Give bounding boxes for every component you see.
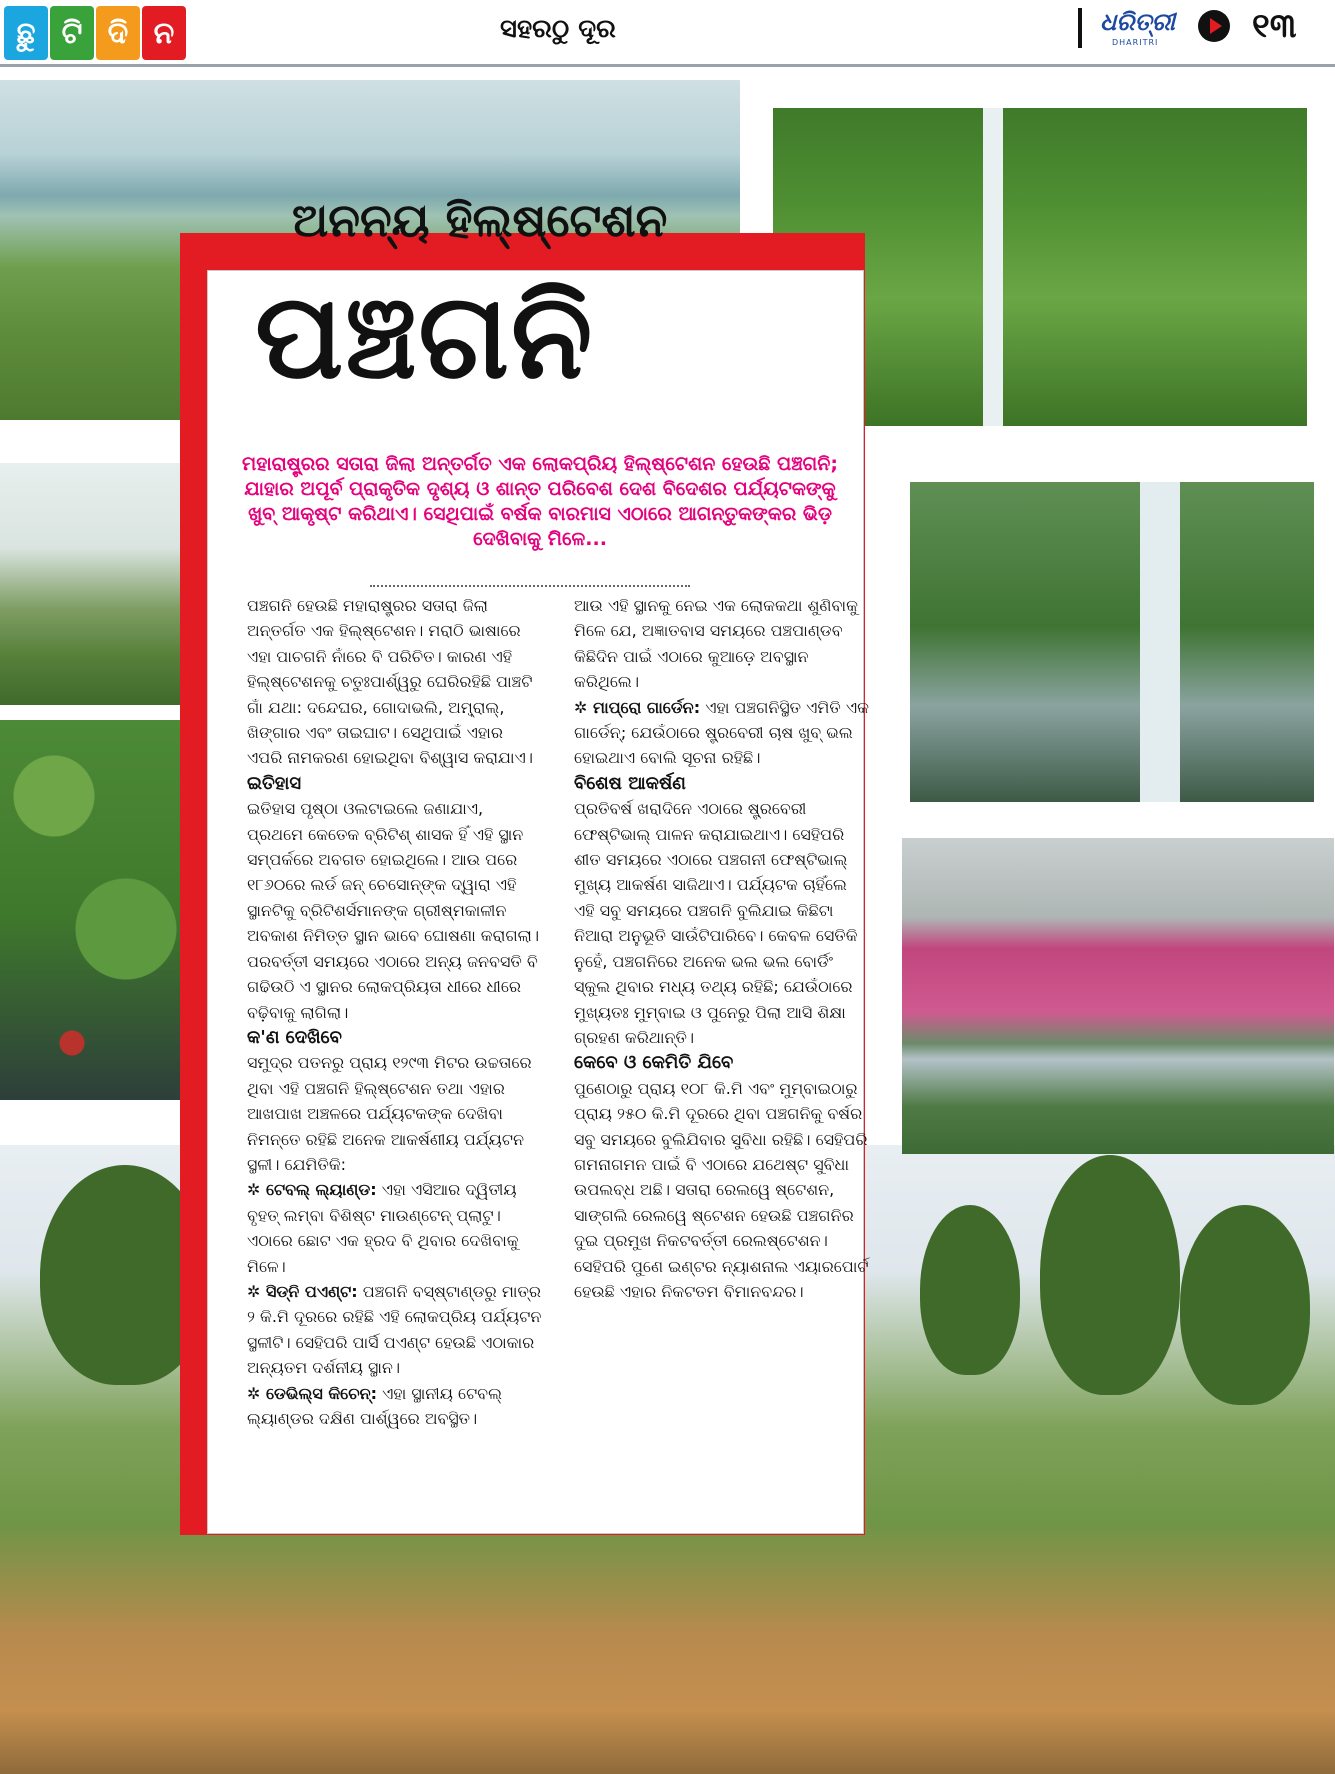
body-paragraph: ପ୍ରତିବର୍ଷ ଖରାଦିନେ ଏଠାରେ ଷ୍ଟ୍ରବେରୀ ଫେଷ୍ଟିଭାଲ୍ ପାଳନ କରାଯାଇଥାଏ। ସେହିପରି ଶୀତ ସମୟରେ ଏଠାରେ ପଞ୍ଚଗନୀ ଫେଷ୍ଟିଭାଲ୍ ମୁଖ୍ୟ ଆକର୍ଷଣ ସାଜିଥାଏ। ପର୍ଯ୍ୟଟକ ଚାହିଁଲେ ଏହି ସବୁ ସମୟରେ ପଞ୍ଚଗନି ବୁଲିଯାଇ କିଛିଟା ନିଆରା ଅନୁଭୂତି ସାଉଁଟିପାରିବେ। କେବଳ ସେତିକି ନୁହେଁ, ପଞ୍ଚଗନିରେ ଅନେକ ଭଲ ଭଲ ବୋର୍ଡିଂ ସ୍କୁଲ ଥିବାର ମଧ୍ୟ ତଥ୍ୟ ରହିଛି; ଯେଉଁଠାରେ ମୁଖ୍ୟତଃ ମୁମ୍ବାଇ ଓ ପୁନେରୁ ପିଲା ଆସି ଶିକ୍ଷା ଗ୍ରହଣ କରିଥାନ୍ତି। [574,799,858,1047]
article-headline: ପଞ୍ଚଗନି [255,267,595,405]
section-title: ସହରଠୁ ଦୂର [500,14,616,44]
dotted-divider [370,585,690,587]
photo-meadow [902,838,1334,1154]
tree-shape [1180,1205,1310,1405]
tree-shape [920,1205,1020,1375]
subheading-special-attraction: ବିଶେଷ ଆକର୍ଷଣ [574,772,686,794]
brand-letter-2: ଟି [50,6,94,60]
subheading-history: ଇତିହାସ [247,772,302,794]
list-item [247,1177,542,1279]
list-item-text: ଏହା ପଞ୍ଚଗନିସ୍ଥିତ ଏମିତି ଏକ ଗାର୍ଡେନ୍; ଯେଉଁଠାରେ ଷ୍ଟ୍ରବେରୀ ଚାଷ ଖୁବ୍ ଭଲ ହୋଇଥାଏ ବୋଲି ସୂଚନା ରହିଛି। [574,697,869,768]
brand-letter-4: ନ [142,6,186,60]
publication-sub: DHARITRI [1112,38,1159,47]
body-paragraph: ପୁଣେଠାରୁ ପ୍ରାୟ ୧୦୮ କି.ମି ଏବଂ ମୁମ୍ବାଇଠାରୁ ପ୍ରାୟ ୨୫୦ କି.ମି ଦୂରରେ ଥିବା ପଞ୍ଚଗନିକୁ ବର୍ଷର ସବୁ ସମୟରେ ବୁଲିଯିବାର ସୁବିଧା ରହିଛି। ସେହିପରି ଗମନାଗମନ ପାଇଁ ବି ଏଠାରେ ଯଥେଷ୍ଟ ସୁବିଧା ଉପଲବ୍ଧ ଅଛି। ସତାରା ରେଲୱେ ଷ୍ଟେଶନ, ସାଙ୍ଗଲି ରେଲୱେ ଷ୍ଟେଶନ ହେଉଛି ପଞ୍ଚଗନିର ଦୁଇ ପ୍ରମୁଖ ନିକଟବର୍ତ୍ତୀ ରେଲଷ୍ଟେଶନ। ସେହିପରି ପୁଣେ ଇଣ୍ଟର ନ୍ୟାଶନାଲ ଏୟାରପୋର୍ଟ ହେଉଛି ଏହାର ନିକଟତମ ବିମାନବନ୍ଦର। [574,1078,869,1301]
list-item-text: ପଞ୍ଚଗନି ବସ୍‌ଷ୍ଟାଣ୍ଡରୁ ମାତ୍ର ୨ କି.ମି ଦୂରରେ ରହିଛି ଏହି ଲୋକପ୍ରିୟ ପର୍ଯ୍ୟଟନ ସ୍ଥଳୀଟି। ସେହିପରି ପାର୍ସି ପଏଣ୍ଟ ହେଉଛି ଏଠାକାର ଅନ୍ୟତମ ଦର୍ଶନୀୟ ସ୍ଥାନ। [247,1281,542,1378]
photo-garden [910,482,1314,802]
brand-letter-1: ଛୁ [4,6,48,60]
tree-shape [1040,1155,1180,1395]
list-item-text: ଏହା ସ୍ଥାନୀୟ ଟେବଲ୍ ଲ୍ୟାଣ୍ଡର ଦକ୍ଷିଣ ପାର୍ଶ୍ୱରେ ଅବସ୍ଥିତ। [247,1383,502,1428]
list-item-title: ✲ ଟେବଲ୍ ଲ୍ୟାଣ୍ଡ: [247,1180,377,1200]
list-item-title: ✲ ମାପ୍ରୋ ଗାର୍ଡେନ: [574,697,701,717]
list-item-title: ✲ ଡେଭିଲ୍ସ କିଚେନ୍: [247,1383,378,1403]
photo-strawberry [0,720,180,1100]
body-paragraph: ପଞ୍ଚଗନି ହେଉଛି ମହାରାଷ୍ଟ୍ରର ସତାରା ଜିଲା ଅନ୍ତର୍ଗତ ଏକ ହିଲ୍‌ଷ୍ଟେଶନ। ମରାଠି ଭାଷାରେ ଏହା ପାଚଗନି ନାଁରେ ବି ପରିଚିତ। କାରଣ ଏହି ହିଲ୍‌ଷ୍ଟେଶନକୁ ଚତୁଃପାର୍ଶ୍ୱରୁ ଘେରିରହିଛି ପାଞ୍ଚଟି ଗାଁ ଯଥା: ଦନ୍ଦେଘର, ଗୋଦାଭଲି, ଅମ୍ବ୍ରାଲ୍, ଖିଙ୍ଗାର ଏବଂ ତାଇଘାଟ। ସେଥିପାଇଁ ଏହାର ଏପରି ନାମକରଣ ହୋଇଥିବା ବିଶ୍ୱାସ କରାଯାଏ। [247,596,533,768]
list-item-text: ଏହା ଏସିଆର ଦ୍ୱିତୀୟ ବୃହତ୍ ଲମ୍ବା ବିଶିଷ୍ଟ ମାଉଣ୍ଟେନ୍ ପ୍ଲାଟୁ। ଏଠାରେ ଛୋଟ ଏକ ହ୍ରଦ ବି ଥିବାର ଦେଖିବାକୁ ମିଳେ। [247,1180,519,1276]
header-rule [0,64,1335,67]
photo-fort [0,463,180,705]
list-item [574,695,869,771]
list-item-title: ✲ ସିଡ୍‌ନି ପଏଣ୍ଟ: [247,1281,358,1301]
list-item [247,1279,542,1381]
brand-letter-3: ଦି [96,6,140,60]
header-divider [1078,8,1082,48]
article-intro: ମହାରାଷ୍ଟ୍ରର ସତାରା ଜିଲା ଅନ୍ତର୍ଗତ ଏକ ଲୋକପ୍ରିୟ ହିଲ୍‌ଷ୍ଟେଶନ ହେଉଛି ପଞ୍ଚଗନି; ଯାହାର ଅପୂର୍ବ ପ୍ରାକୃତିକ ଦୃଶ୍ୟ ଓ ଶାନ୍ତ ପରିବେଶ ଦେଶ ବିଦେଶର ପର୍ଯ୍ୟଟକଙ୍କୁ ଖୁବ୍ ଆକୃଷ୍ଟ କରିଥାଏ। ସେଥିପାଇଁ ବର୍ଷକ ବାରମାସ ଏଠାରେ ଆଗନ୍ତୁକଙ୍କର ଭିଡ଼ ଦେଖିବାକୁ ମିଳେ... [242,453,838,550]
publication-logo: ଧରିତ୍ରୀ [1100,8,1175,36]
play-icon [1198,10,1230,42]
article-column-2 [574,593,869,1304]
article-kicker: ଅନନ୍ୟ ହିଲ୍‌ଷ୍ଟେଶନ [292,193,668,247]
body-paragraph: ଆଉ ଏହି ସ୍ଥାନକୁ ନେଇ ଏକ ଲୋକକଥା ଶୁଣିବାକୁ ମିଳେ ଯେ, ଅଜ୍ଞାତବାସ ସମୟରେ ପଞ୍ଚପାଣ୍ଡବ କିଛିଦିନ ପାଇଁ ଏଠାରେ କୁଆଡ଼େ ଅବସ୍ଥାନ କରିଥିଲେ। [574,596,858,692]
page-number: ୧୩ [1252,6,1297,46]
article-column-1 [247,593,542,1431]
body-paragraph: ଇତିହାସ ପୃଷ୍ଠା ଓଲଟାଇଲେ ଜଣାଯାଏ, ପ୍ରଥମେ କେତେକ ବ୍ରିଟିଶ୍ ଶାସକ ହିଁ ଏହି ସ୍ଥାନ ସମ୍ପର୍କରେ ଅବଗତ ହୋଇଥିଲେ। ଆଉ ପରେ ୧୮୬୦ରେ ଲର୍ଡ ଜନ୍ ଚେସୋନ୍‌ଙ୍କ ଦ୍ୱାରା ଏହି ସ୍ଥାନଟିକୁ ବ୍ରିଟିଶର୍ସମାନଙ୍କ ଗ୍ରୀଷ୍ମକାଳୀନ ଅବକାଶ ନିମିତ୍ତ ସ୍ଥାନ ଭାବେ ଘୋଷଣା କରାଗଲା। ପରବର୍ତ୍ତୀ ସମୟରେ ଏଠାରେ ଅନ୍ୟ ଜନବସତି ବି ଗଢିଉଠି ଏ ସ୍ଥାନର ଲୋକପ୍ରିୟତା ଧୀରେ ଧୀରେ ବଢ଼ିବାକୁ ଲାଗିଲା। [247,799,540,1022]
body-paragraph: ସମୁଦ୍ର ପତନରୁ ପ୍ରାୟ ୧୨୯୩ ମିଟର ଉଚ୍ଚତାରେ ଥିବା ଏହି ପଞ୍ଚଗନି ହିଲ୍‌ଷ୍ଟେଶନ ତଥା ଏହାର ଆଖପାଖ ଅଞ୍ଚଳରେ ପର୍ଯ୍ୟଟକଙ୍କ ଦେଖିବା ନିମନ୍ତେ ରହିଛି ଅନେକ ଆକର୍ଷଣୀୟ ପର୍ଯ୍ୟଟନ ସ୍ଥଳୀ। ଯେମିତିକି: [247,1053,532,1174]
list-item [247,1381,542,1432]
subheading-what-to-see: କ'ଣ ଦେଖିବେ [247,1026,342,1048]
subheading-how-to-go: କେବେ ଓ କେମିତି ଯିବେ [574,1052,734,1074]
